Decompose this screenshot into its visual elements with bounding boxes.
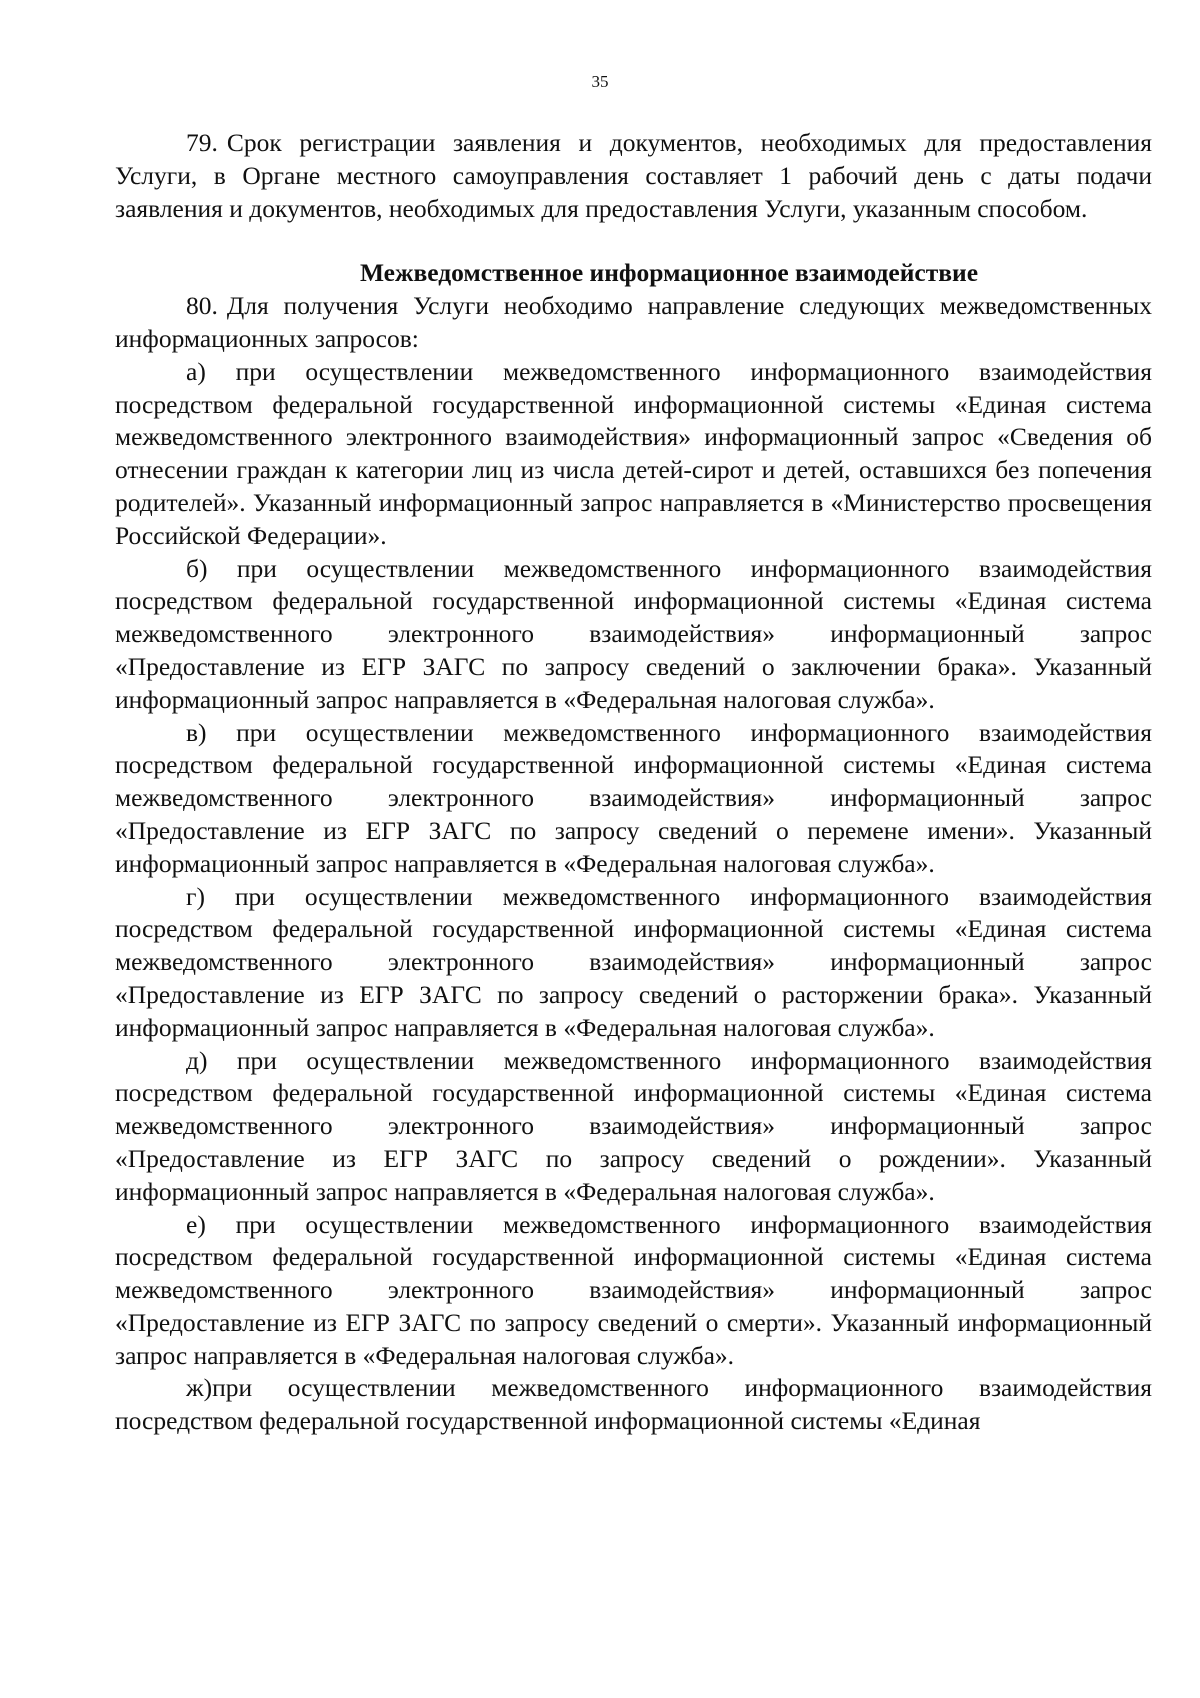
list-item-label: ж) [186, 1373, 213, 1403]
paragraph-text: Для получения Услуги необходимо направление следующих межведомственных информационных запросов: [115, 291, 1152, 353]
list-item-text: при осуществлении межведомственного информационного взаимодействия посредством федеральной государственной информационной системы «Единая система межведомственного электронного взаимодействия» информационный запрос «Предоставление из ЕГР ЗАГС по запросу сведений о расторжении брака». Указанный информационный запрос направляется в «Федеральная налоговая служба». [115, 881, 1152, 1042]
list-item-label: е) [186, 1209, 206, 1239]
list-item-text: при осуществлении межведомственного информационного взаимодействия посредством федеральной государственной информационной системы «Единая система межведомственного электронного взаимодействия» информационный запрос «Предоставление из ЕГР ЗАГС по запросу сведений о заключении брака». Указанный информационный запрос направляется в «Федеральная налоговая служба». [115, 553, 1152, 714]
paragraph-number: 80. [186, 291, 218, 321]
list-item-text: при осуществлении межведомственного информационного взаимодействия посредством федеральной государственной информационной системы «Единая система межведомственного электронного взаимодействия» информационный запрос «Предоставление из ЕГР ЗАГС по запросу сведений о смерти». Указанный информационный запрос направляется в «Федеральная налоговая служба». [115, 1209, 1152, 1370]
list-item-e [115, 1209, 1152, 1373]
list-item-label: а) [186, 356, 206, 386]
paragraph-80 [115, 290, 1152, 356]
paragraph-number: 79. [186, 128, 218, 157]
list-item-g [115, 881, 1152, 1045]
list-item-text: при осуществлении межведомственного информационного взаимодействия посредством федеральной государственной информационной системы «Единая система межведомственного электронного взаимодействия» информационный запрос «Предоставление из ЕГР ЗАГС по запросу сведений о перемене имени». Указанный информационный запрос направляется в «Федеральная налоговая служба». [115, 717, 1152, 878]
list-item-zh [115, 1372, 1152, 1438]
document-body [115, 127, 1152, 1438]
list-item-b [115, 553, 1152, 717]
list-item-label: б) [186, 553, 208, 583]
list-item-d [115, 1045, 1152, 1209]
paragraph-79 [115, 127, 1152, 225]
list-item-a [115, 356, 1152, 553]
list-item-label: в) [186, 717, 207, 747]
list-item-label: г) [186, 881, 205, 911]
list-item-v [115, 717, 1152, 881]
list-item-label: д) [186, 1045, 208, 1075]
paragraph-text: Срок регистрации заявления и документов, необходимых для предоставления Услуги, в Органе местного самоуправления составляет 1 рабочий день с даты подачи заявления и документов, необходимых для предоставления Услуги, указанным способом. [115, 128, 1152, 223]
page-number: 35 [591, 72, 609, 91]
list-item-text: при осуществлении межведомственного информационного взаимодействия посредством федеральной государственной информационной системы «Единая [115, 1373, 1152, 1436]
list-item-text: при осуществлении межведомственного информационного взаимодействия посредством федеральной государственной информационной системы «Единая система межведомственного электронного взаимодействия» информационный запрос «Предоставление из ЕГР ЗАГС по запросу сведений о рождении». Указанный информационный запрос направляется в «Федеральная налоговая служба». [115, 1045, 1152, 1206]
section-heading: Межведомственное информационное взаимодействие [359, 258, 979, 288]
list-item-text: при осуществлении межведомственного информационного взаимодействия посредством федеральной государственной информационной системы «Единая система межведомственного электронного взаимодействия» информационный запрос «Сведения об отнесении граждан к категории лиц из числа детей-сирот и детей, оставшихся без попечения родителей». Указанный информационный запрос направляется в «Министерство просвещения Российской Федерации». [115, 356, 1152, 550]
